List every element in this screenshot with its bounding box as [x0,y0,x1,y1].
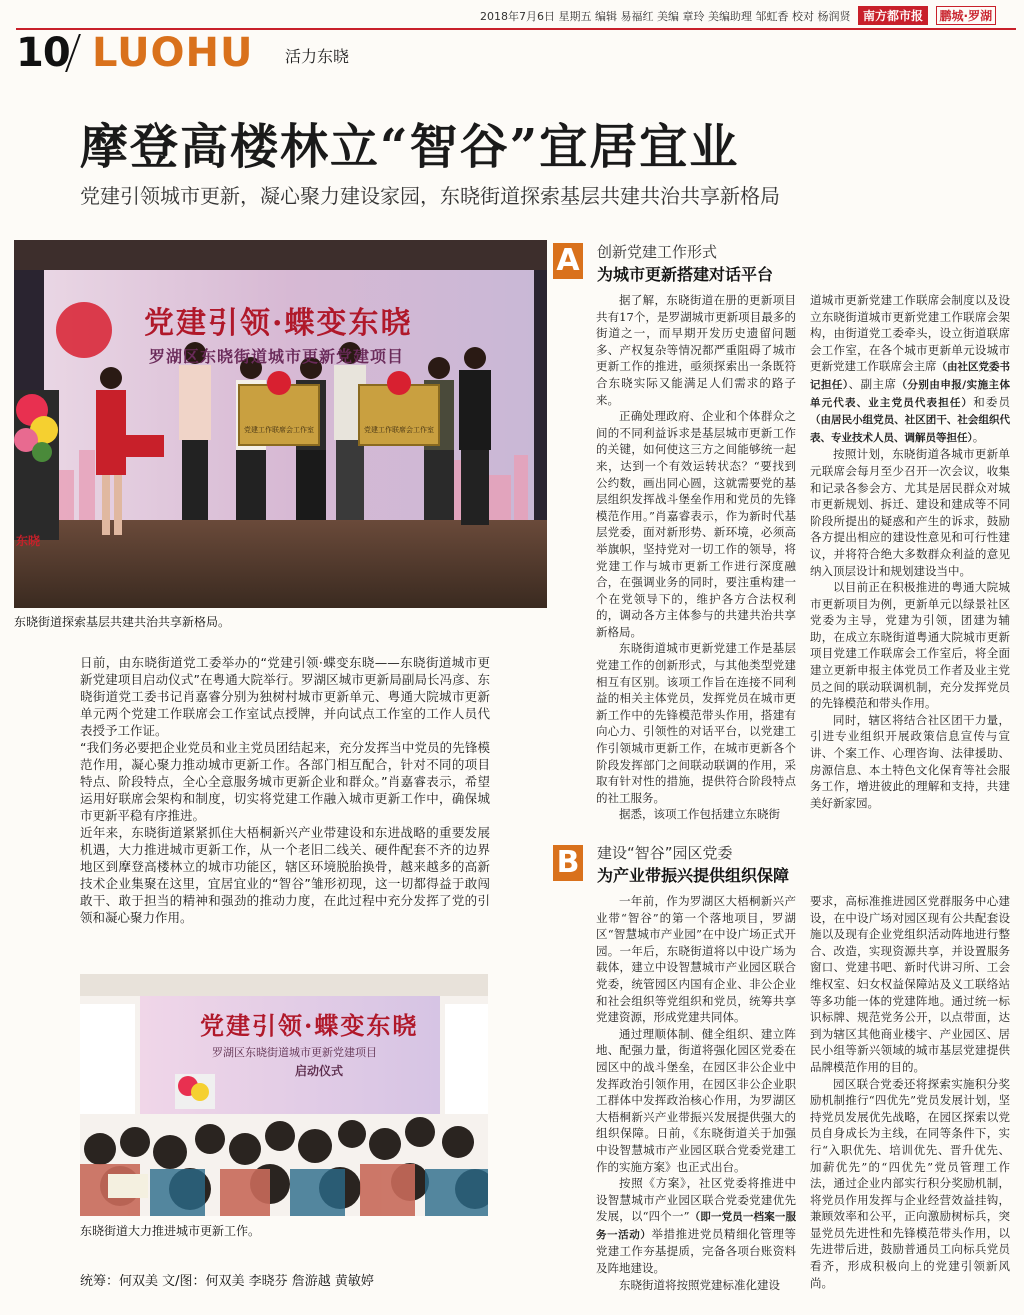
paper-logo: 南方都市报 [858,6,928,25]
plaque-right-text: 党建工作联席会工作室 [364,426,434,434]
section-a-c2-p3: 同时，辖区将结合社区团干力量，引进专业组织开展政策信息宣传与宣讲、个案工作、心理咨询、法律援助、房源信息、本土特色文化保育等社会服务工作，增进彼此的理解和支持，共建美好新家园。 [810,712,1010,810]
section-a-c1-p4: 据悉，该项工作包括建立东晓街 [619,807,780,822]
lead-paragraph-2: “我们务必要把企业党员和业主党员团结起来，充分发挥当中党员的先锋模范作用，凝心聚力推动城市更新工作。各部门相互配合，针对不同的项目特点、阶段特点，全心全意服务城市更新企业和群众。”肖嘉睿表示，希望运用好联席会架构和制度，切实将党建工作融入城市更新工作中，确保城市更新平稳有序推进。 [80,740,490,823]
section-b-c1-p3 [596,1175,796,1277]
section-b-column-2 [810,893,1010,1291]
section-a-c2-p2: 以目前正在积极推进的粤通大院城市更新项目为例，更新单元以绿景社区党委为主导，党建为引领，团建为辅助，在成立东晓街道粤通大院城市更新项目党建工作联席会工作室后，将全面建立更新申报主体党员工作者及业主党员之间的联动联调机制，充分发挥党员的先锋模范和带头作用。 [810,580,1010,711]
section-a-c2-text-a: 道城市更新党建工作联席会制度以及设立东晓街道城市更新党建工作联席会架构，由街道党工委牵头，设立街道联席会工作室，在各个城市更新单元设城市更新党建工作联席会主席 [810,293,1010,374]
section-b-c1-p3-tail: 举措推进党员精细化管理等党建工作夯基提质，完备各项台账资料及阵地建设。 [596,1226,796,1276]
photo-audience [80,974,488,1216]
section-b-c2-p2: 园区联合党委还将探索实施积分奖励机制推行“四优先”党员发展计划，坚持党员发展优先战略，在园区探索以党员自身成长为主线，在同等条件下，实行“入职优先、培训优先、晋升优先、加薪优先”的“四优先”党员管理工作法，通过企业内部实行积分奖励机制，将党员作用发挥与企业经营效益挂钩，兼顾效率和公平，正向激励树标兵，突显党员先进性和先锋模范带头作用，以先进带后进，鼓励普通员工向标兵党员看齐，形成积极向上的党建引领新风尚。 [810,1076,1010,1290]
editor-credit: 编辑 易福红 [595,10,654,23]
lead-paragraph-1: 日前，由东晓街道党工委举办的“党建引领·蝶变东晓——东晓街道城市更新党建项目启动仪式”在粤通大院举行。罗湖区城市更新局副局长冯彦、东晓街道党工委书记肖嘉睿分别为独树村城市更新单元、粤通大院城市更新单元两个党建工作联席会工作室试点授牌，并向试点工作室的工作人员代表授予工作证。 [80,655,490,738]
subsection-name: 活力东晓 [285,47,350,66]
section-a-c2-p1: 按照计划，东晓街道各城市更新单元联席会每月至少召开一次会议，收集和记录各参会方、尤其是居民群众对城市更新规划、拆迁、建设和建成等不同阶段所提出的疑惑和产生的诉求，鼓励各方提出相应的建设性意见和可行性建议，并将符合绝大多数群众利益的意见纳入顶层设计和规划建设当中。 [810,447,1010,578]
plaque-left-text: 党建工作联席会工作室 [244,426,314,434]
photo-ceremony [14,240,547,608]
section-b-title-2: 为产业带振兴提供组织保障 [597,866,790,885]
section-a-title-1: 创新党建工作形式 [597,243,718,261]
section-a-c2-text-b: 、副主席 [848,376,897,391]
section-a-column-1 [596,292,796,823]
art-editor-credit: 美编 章玲 [657,10,705,23]
subheadline: 党建引领城市更新，凝心聚力建设家园，东晓街道探索基层共建共治共享新格局 [80,184,780,208]
section-b-c1-p4: 东晓街道将按照党建标准化建设 [619,1277,780,1292]
article-credits: 统筹：何双美 文/图：何双美 李晓芬 詹游越 黄敏婷 [80,1274,374,1289]
photo1-banner-title: 党建引领·蝶变东晓 [144,306,413,341]
brand-logo: 鹏城·罗湖 [936,6,997,25]
section-b-c2-p1: 要求，高标准推进园区党群服务中心建设，在中设广场对园区现有公共配套设施以及现有企业党组织活动阵地进行整合、改造，实现资源共享，并设置服务窗口、党建书吧、新时代讲习所、工会维权室、妇女权益保障站及义工联络站等多功能一体的党建阵地。通过统一标识标牌、规范党务公开，以点带面，达到为辖区其他商业楼宇、产业园区、居民小组等新兴领域的城市基层党建提供品牌模范作用的目的。 [810,894,1010,1074]
section-a-c2-text-d: 。 [972,429,985,444]
section-a-c1-p2: 正确处理政府、企业和个体群众之间的不同利益诉求是基层城市更新工作的关键，如何使这三方之间能够统一起来，达到一个有效运转状态？“要找到公约数，画出同心圆，这就需要党的基层组织发挥战斗堡垒作用和党员的先锋模范作用。”肖嘉睿表示，作为新时代基层党委，面对新形势、新环境，必须高举旗帜，坚持党对一切工作的领导，将党建工作与城市更新工作进行深度融合，在强调业务的同时，要注重构建一个在党领导下的，维护各方合法权利的，调动各方主体参与的共建共治共享新格局。 [596,409,796,639]
headline: 摩登高楼林立“智谷”宜居宜业 [80,119,740,175]
lead-article [80,654,490,926]
photo2-caption: 东晓街道大力推进城市更新工作。 [80,1224,261,1238]
section-b-title-1: 建设“智谷”园区党委 [597,844,733,862]
section-b-c1-note: （即一党员一档案一服务一活动） [596,1211,797,1241]
section-a-c2-note-2: （分别由申报/实施主体单元代表、业主党员代表担任） [810,378,1011,409]
section-b-column-1 [596,893,796,1293]
section-a-c1-p1: 据了解，东晓街道在册的更新项目共有17个，是罗湖城市更新项目最多的街道之一，而早期开发历史遗留问题多、产权复杂等情况都严重阻碍了城市更新工作的推进，亟须探索出一条既符合东晓实际又能满足人们需求的路子来。 [596,293,796,407]
section-b-c1-p1: 一年前，作为罗湖区大梧桐新兴产业带“智谷”的第一个落地项目，罗湖区“智慧城市产业园”在中设广场正式开园。一年后，东晓街道将以中设广场为载体，建立中设智慧城市产业园区联合党委，统管园区内国有企业、非公企业和社会组织等党组织和党员，统筹共享党建资源，形成党建共同体。 [596,894,796,1025]
photo1-banner-subtitle: 罗湖区东晓街道城市更新党建项目 [149,347,405,366]
section-a-c2-note-3: （由居民小组党员、社区团干、社会组织代表、专业技术人员、调解员等担任） [810,414,1010,444]
proofreader-credit: 校对 杨润贤 [792,10,851,23]
section-name: LUOHU [92,30,254,76]
section-a-title-2: 为城市更新搭建对话平台 [597,265,774,284]
section-b-c1-p3-text: 按照《方案》，社区党委将推进中设智慧城市产业园区联合党委党建优先发展，以“四个一” [596,1176,796,1224]
section-b-badge: B [553,845,583,881]
section-a-c2-p0 [810,292,1010,446]
masthead-info [480,6,1020,26]
section-a-c1-p3: 东晓街道城市更新党建工作是基层党建工作的创新形式，与其他类型党建相互有区别。该项工作旨在连接不同利益的相关主体党员，发挥党员在城市更新工作中的先锋模范带头作用，搭建有向心力、引领性的对话平台，以党建工作引领城市更新工作，在城市更新各个阶段发挥部门之间联动联调的作用，采取有针对性的措施，提供符合阶段特点的社工服务。 [596,641,796,805]
photo1-caption: 东晓街道探索基层共建共治共享新格局。 [14,615,231,629]
section-a-badge: A [553,243,583,279]
photo2-banner-title: 党建引领·蝶变东晓 [200,1011,419,1040]
art-assistant-credit: 美编助理 邹虹香 [708,10,789,23]
section-a-c2-text-c: 和委员 [973,394,1010,409]
issue-date: 2018年7月6日 [480,10,555,23]
issue-weekday: 星期五 [558,10,592,23]
section-a-column-2 [810,292,1010,811]
lead-paragraph-3: 近年来，东晓街道紧紧抓住大梧桐新兴产业带建设和东进战略的重要发展机遇，大力推进城市更新工作，从一个老旧二线关、硬件配套不齐的边界地区到摩登高楼林立的城市功能区，辖区环境脱胎换骨，越来越多的高新技术企业集聚在这里，宜居宜业的“智谷”雏形初现，这一切都得益于敢闯敢干、敢于担当的精神和强劲的推动力度，在此过程中充分发挥了党的引领和凝心聚力作用。 [80,825,490,925]
section-a-c2-note-1: （由社区党委书记担任） [810,361,1010,391]
section-b-c1-p2: 通过理顺体制、健全组织、建立阵地、配强力量，街道将强化园区党委在园区中的战斗堡垒，在园区非公企业中发挥政治引领作用，在园区非公企业职工群体中发挥政治核心作用，为罗湖区大梧桐新兴产业带振兴发展提供强大的组织保障。日前，《东晓街道关于加强中设智慧城市产业园区联合党委党建工作的实施方案》也正式出台。 [596,1026,796,1174]
photo-ceremony-illustration [14,240,547,608]
photo1-side-banner: 东晓 [16,534,41,548]
photo2-banner-subtitle-2: 启动仪式 [295,1064,344,1078]
page-number: 10 [16,30,70,76]
photo2-banner-subtitle: 罗湖区东晓街道城市更新党建项目 [212,1046,377,1059]
